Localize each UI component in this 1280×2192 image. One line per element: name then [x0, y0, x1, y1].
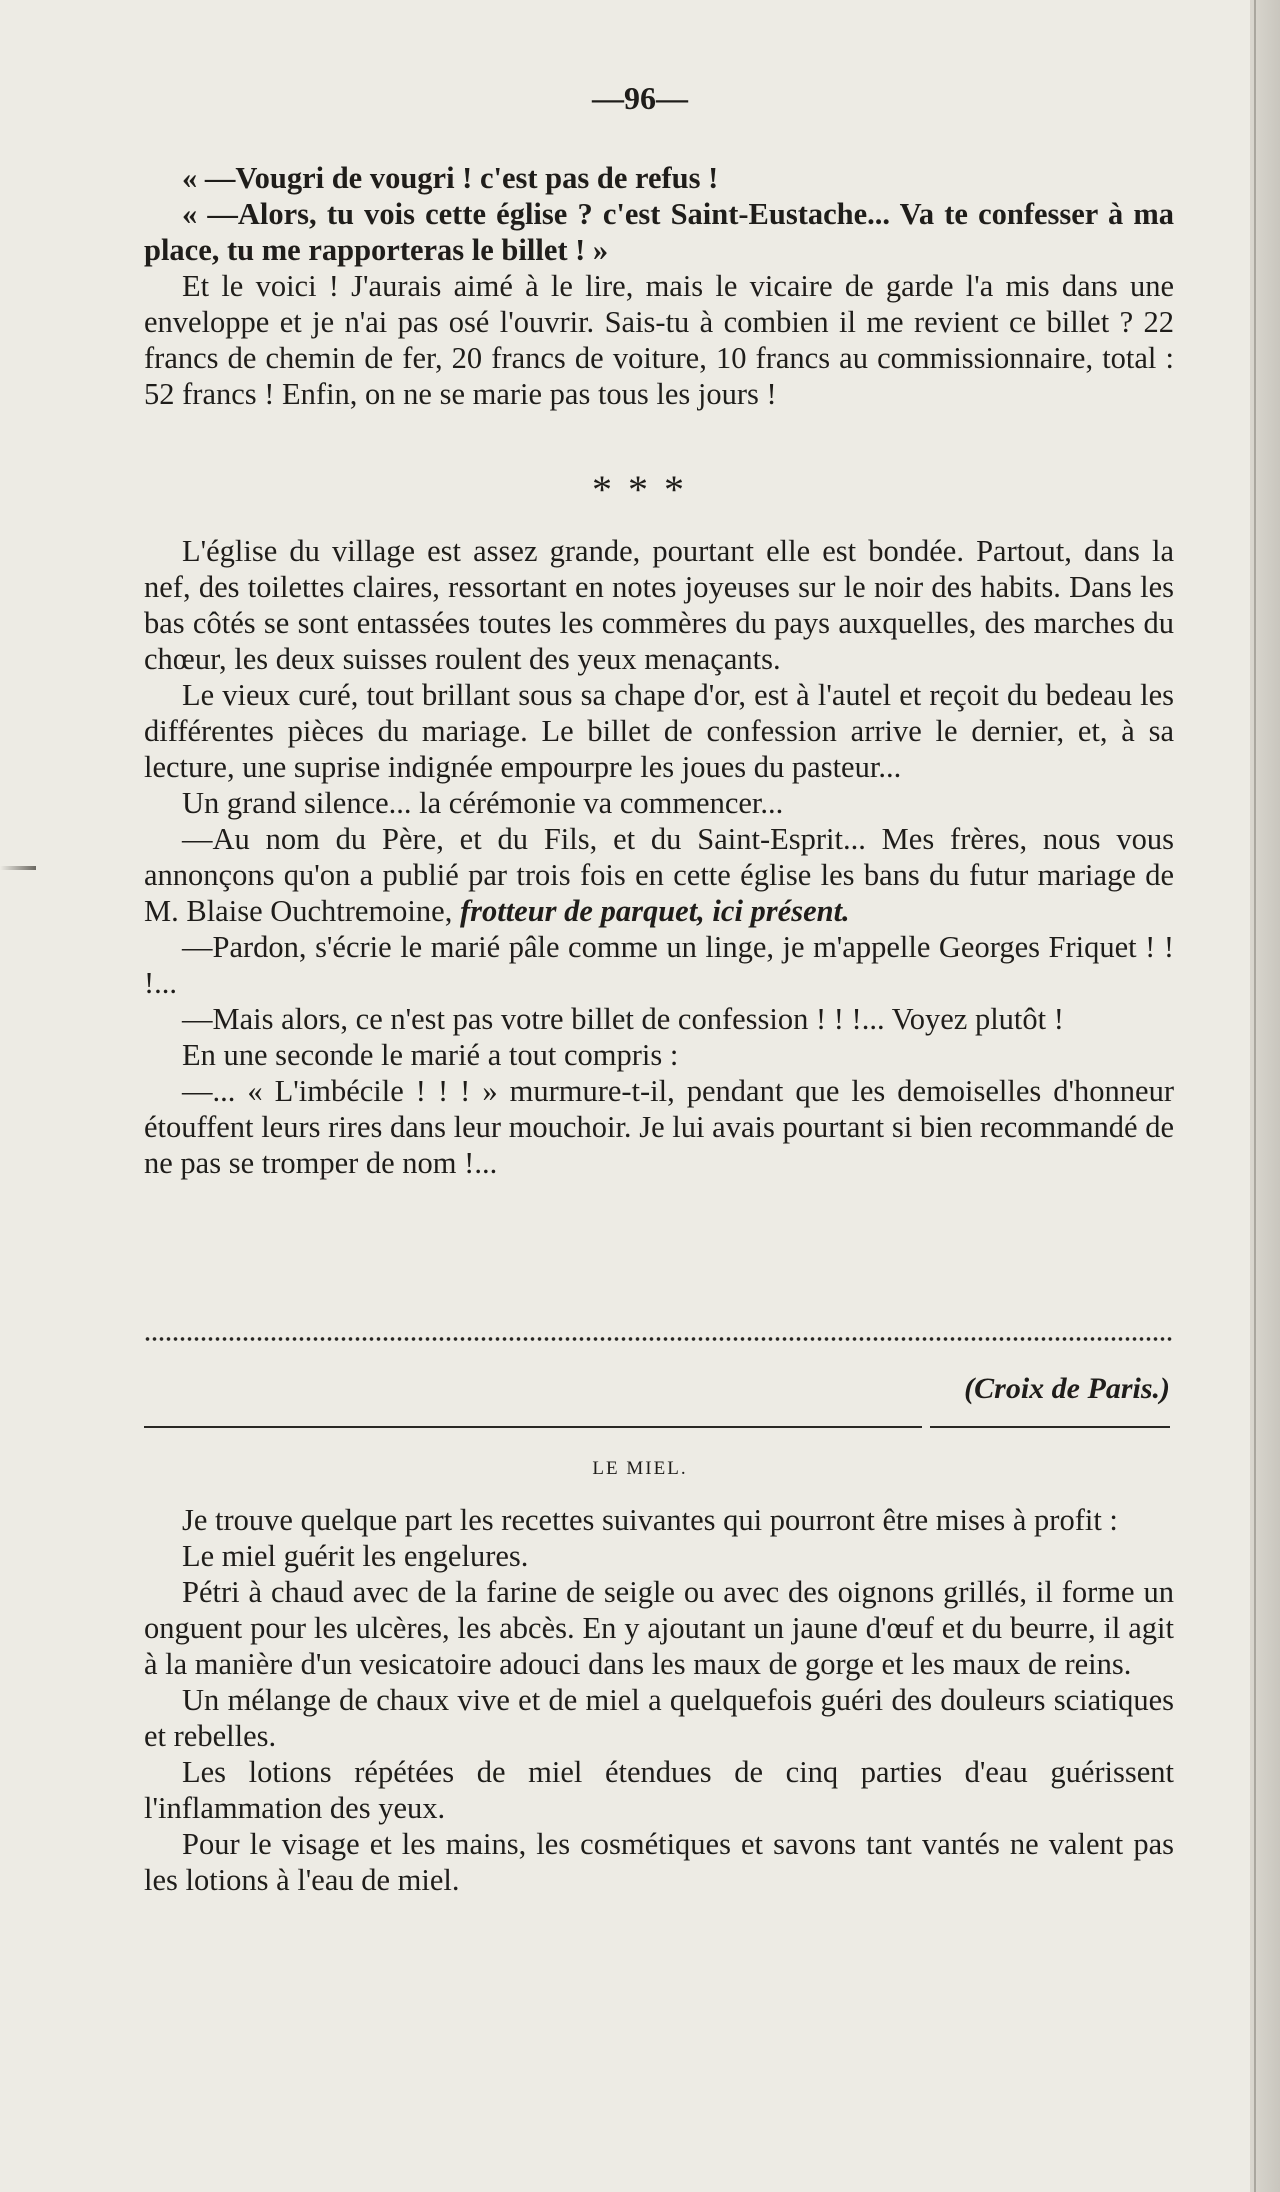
- paragraph-compris: En une seconde le marié a tout compris :: [182, 1038, 679, 1072]
- section-rule-left: [144, 1426, 922, 1428]
- paragraph-announcement: [144, 821, 1174, 929]
- dialogue-line-2: « —Alors, tu vois cette église ? c'est Saint-Eustache... Va te confesser à ma place, tu me rapporteras le billet ! »: [144, 197, 1174, 267]
- story-church: [144, 533, 1174, 1181]
- paragraph-priest: Le vieux curé, tout brillant sous sa chape d'or, est à l'autel et reçoit du bedeau les différentes pièces du mariage. Le billet de confession arrive le dernier, et, à sa lecture, une suprise indignée empourpre les joues du pasteur...: [144, 678, 1174, 784]
- miel-paragraph: Pétri à chaud avec de la farine de seigle ou avec des oignons grillés, il forme un onguent pour les ulcères, les abcès. En y ajoutant un jaune d'œuf et du beurre, il agit à la manière d'un vesicatoire adouci dans les maux de gorge et les maux de reins.: [144, 1575, 1174, 1681]
- section-title: LE MIEL.: [592, 1458, 688, 1479]
- miel-section: [144, 1502, 1174, 1898]
- section-break-stars: * * *: [591, 467, 688, 512]
- dotted-separator: [144, 1335, 1174, 1343]
- miel-paragraph: Le miel guérit les engelures.: [182, 1539, 529, 1573]
- announcement-italic: frotteur de parquet, ici présent.: [459, 894, 850, 928]
- section-rule-right: [930, 1426, 1170, 1428]
- miel-paragraph: Un mélange de chaux vive et de miel a quelquefois guéri des douleurs sciatiques et rebelles.: [144, 1683, 1174, 1753]
- miel-paragraph: Pour le visage et les mains, les cosmétiques et savons tant vantés ne valent pas les lotions à l'eau de miel.: [144, 1827, 1174, 1897]
- announcement-text: —Au nom du Père, et du Fils, et du Saint-Esprit... Mes frères, nous vous annonçons qu'on a publié par trois fois en cette église les bans du futur mariage de M. Blaise Ouchtremoine,: [144, 822, 1174, 928]
- paragraph-ticket: Et le voici ! J'aurais aimé à le lire, mais le vicaire de garde l'a mis dans une enveloppe et je n'ai pas osé l'ouvrir. Sais-tu à combien il me revient ce billet ? 22 francs de chemin de fer, 20 francs de voiture, 10 francs au commissionnaire, total : 52 francs ! Enfin, on ne se marie pas tous les jours !: [144, 269, 1174, 411]
- paragraph-pardon: —Pardon, s'écrie le marié pâle comme un linge, je m'appelle Georges Friquet ! ! !...: [144, 930, 1174, 1000]
- miel-paragraph: Les lotions répétées de miel étendues de cinq parties d'eau guérissent l'inflammation des yeux.: [144, 1755, 1174, 1825]
- story-opening: [144, 160, 1174, 412]
- dialogue-line-1: « —Vougri de vougri ! c'est pas de refus !: [182, 161, 719, 195]
- margin-mark: [0, 866, 36, 870]
- paragraph-church: L'église du village est assez grande, pourtant elle est bondée. Partout, dans la nef, des toilettes claires, ressortant en notes joyeuses sur le noir des habits. Dans les bas côtés se sont entassées toutes les commères du pays auxquelles, des marches du chœur, les deux suisses roulent des yeux menaçants.: [144, 534, 1174, 676]
- paragraph-voyez: —Mais alors, ce n'est pas votre billet de confession ! ! !... Voyez plutôt !: [182, 1002, 1064, 1036]
- paragraph-silence: Un grand silence... la cérémonie va commencer...: [182, 786, 784, 820]
- source-credit: (Croix de Paris.): [964, 1372, 1170, 1405]
- miel-paragraph: Je trouve quelque part les recettes suivantes qui pourront être mises à profit :: [182, 1503, 1118, 1537]
- paragraph-imbecile: —... « L'imbécile ! ! ! » murmure-t-il, pendant que les demoiselles d'honneur étouffent leurs rires dans leur mouchoir. Je lui avais pourtant si bien recommandé de ne pas se tromper de nom !...: [144, 1074, 1174, 1180]
- page-edge-line: [1254, 0, 1256, 2192]
- page-number: —96—: [592, 80, 688, 116]
